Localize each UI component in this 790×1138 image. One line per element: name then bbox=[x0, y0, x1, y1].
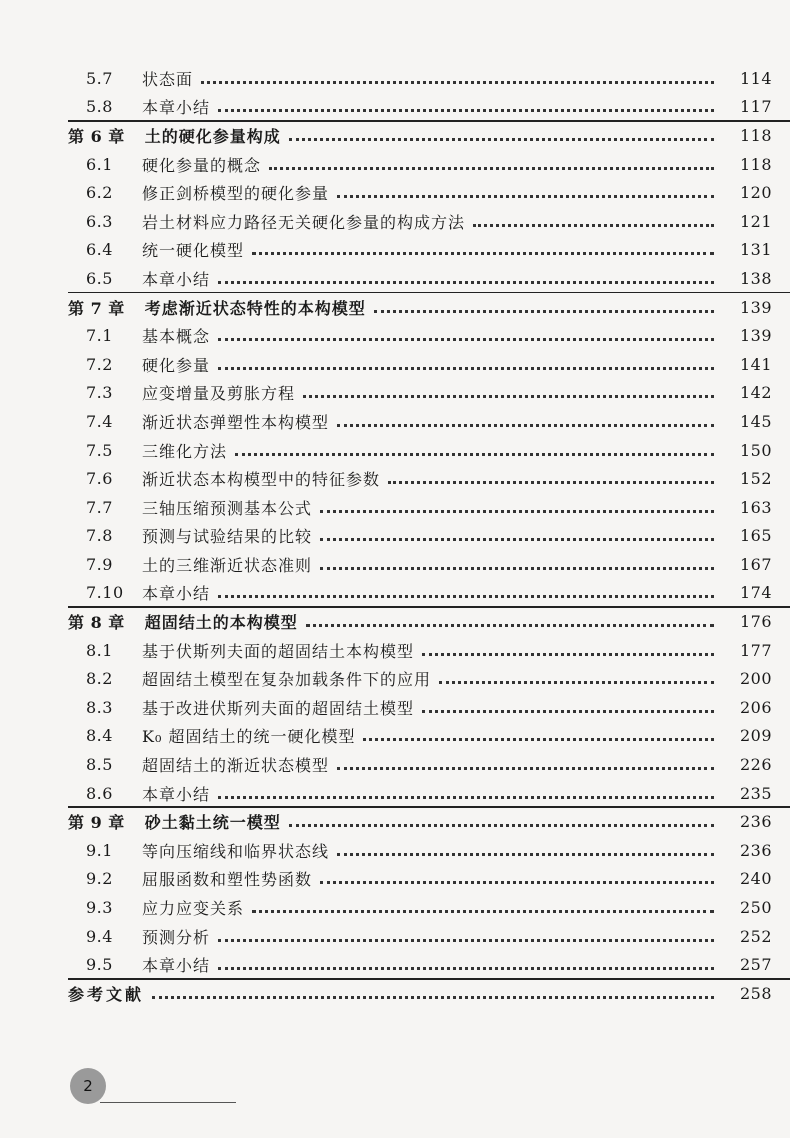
toc-entry-page: 139 bbox=[739, 297, 772, 317]
toc-leader-dots bbox=[363, 738, 714, 741]
toc-entry-title: 超固结土模型在复杂加载条件下的应用 bbox=[142, 670, 432, 690]
toc-section-row bbox=[0, 922, 790, 951]
toc-entry-page: 236 bbox=[739, 840, 772, 860]
toc-entry-page: 152 bbox=[739, 469, 772, 489]
toc-entry-number: 9.4 bbox=[86, 926, 113, 946]
toc-leader-dots bbox=[269, 167, 714, 170]
toc-section-row bbox=[0, 579, 790, 608]
toc-entry-number: 7.7 bbox=[86, 497, 113, 517]
toc-entry-title: 土的硬化参量构成 bbox=[144, 126, 281, 146]
toc-entry-page: 131 bbox=[739, 240, 772, 260]
toc-section-row bbox=[0, 836, 790, 865]
chapter-divider-line bbox=[68, 120, 790, 122]
toc-entry-title: 等向压缩线和临界状态线 bbox=[142, 841, 330, 861]
toc-entry-title: 状态面 bbox=[142, 69, 194, 89]
toc-section-row bbox=[0, 264, 790, 293]
toc-entry-page: 120 bbox=[739, 183, 772, 203]
toc-leader-dots bbox=[252, 910, 714, 913]
toc-leader-dots bbox=[422, 710, 714, 713]
toc-section-row bbox=[0, 150, 790, 179]
toc-entry-title: 超固结土的渐近状态模型 bbox=[142, 756, 330, 776]
toc-leader-dots bbox=[337, 195, 714, 198]
chapter-divider-line bbox=[68, 806, 790, 808]
toc-section-row bbox=[0, 550, 790, 579]
toc-entry-page: 257 bbox=[739, 955, 772, 975]
toc-entry-title: 本章小结 bbox=[142, 584, 211, 604]
toc-leader-dots bbox=[235, 453, 714, 456]
toc-section-row bbox=[0, 664, 790, 693]
toc-section-row bbox=[0, 93, 790, 122]
toc-section-row bbox=[0, 236, 790, 265]
toc-entry-title: 本章小结 bbox=[142, 784, 211, 804]
toc-entry-number: 8.1 bbox=[86, 640, 113, 660]
toc-entry-number: 7.6 bbox=[86, 469, 113, 489]
toc-leader-dots bbox=[374, 310, 714, 313]
toc-entry-number: 6.4 bbox=[86, 240, 113, 260]
toc-entry-title: 考虑渐近状态特性的本构模型 bbox=[144, 298, 366, 318]
page-number: 2 bbox=[70, 1068, 106, 1104]
toc-entry-number: 第 6 章 bbox=[68, 126, 125, 146]
toc-entry-page: 250 bbox=[739, 898, 772, 918]
toc-entry-number: 7.10 bbox=[86, 583, 124, 603]
toc-entry-title: 参考文献 bbox=[68, 984, 145, 1004]
toc-entry-title: 统一硬化模型 bbox=[142, 241, 245, 261]
toc-entry-page: 226 bbox=[739, 755, 772, 775]
toc-section-row bbox=[0, 750, 790, 779]
toc-entry-page: 118 bbox=[739, 125, 772, 145]
toc-section-row bbox=[0, 350, 790, 379]
toc-entry-page: 209 bbox=[739, 726, 772, 746]
toc-entry-page: 114 bbox=[739, 68, 772, 88]
toc-chapter-row bbox=[0, 293, 790, 322]
toc-leader-dots bbox=[218, 281, 714, 284]
toc-entry-number: 6.2 bbox=[86, 183, 113, 203]
toc-entry-page: 240 bbox=[739, 869, 772, 889]
toc-entry-title: 基本概念 bbox=[142, 327, 211, 347]
toc-entry-page: 252 bbox=[739, 926, 772, 946]
toc-section-row bbox=[0, 379, 790, 408]
toc-entry-number: 8.6 bbox=[86, 783, 113, 803]
toc-entry-title: 应力应变关系 bbox=[142, 899, 245, 919]
toc-leader-dots bbox=[320, 567, 714, 570]
toc-leader-dots bbox=[218, 967, 714, 970]
toc-entry-title: K₀ 超固结土的统一硬化模型 bbox=[142, 727, 356, 747]
toc-entry-title: 三维化方法 bbox=[142, 441, 228, 461]
toc-leader-dots bbox=[218, 109, 714, 112]
toc-section-row bbox=[0, 865, 790, 894]
toc-section-row bbox=[0, 64, 790, 93]
toc-entry-number: 8.2 bbox=[86, 669, 113, 689]
toc-entry-page: 167 bbox=[739, 554, 772, 574]
toc-entry-title: 基于改进伏斯列夫面的超固结土模型 bbox=[142, 698, 415, 718]
toc-entry-number: 第 9 章 bbox=[68, 813, 125, 833]
toc-entry-title: 本章小结 bbox=[142, 98, 211, 118]
toc-entry-title: 岩土材料应力路径无关硬化参量的构成方法 bbox=[142, 212, 466, 232]
toc-leader-dots bbox=[337, 853, 714, 856]
toc-entry-number: 6.3 bbox=[86, 211, 113, 231]
toc-leader-dots bbox=[218, 338, 714, 341]
toc-leader-dots bbox=[320, 510, 714, 513]
toc-entry-title: 土的三维渐近状态准则 bbox=[142, 555, 313, 575]
footer-rule bbox=[100, 1102, 236, 1103]
toc-leader-dots bbox=[337, 767, 714, 770]
toc-entry-page: 141 bbox=[739, 354, 772, 374]
toc-section-row bbox=[0, 407, 790, 436]
toc-entry-page: 138 bbox=[739, 268, 772, 288]
toc-entry-number: 7.5 bbox=[86, 440, 113, 460]
toc-leader-dots bbox=[218, 367, 714, 370]
toc-entry-title: 砂土黏土统一模型 bbox=[144, 813, 281, 833]
toc-leader-dots bbox=[218, 595, 714, 598]
toc-entry-title: 硬化参量 bbox=[142, 355, 211, 375]
toc-entry-title: 预测与试验结果的比较 bbox=[142, 527, 313, 547]
toc-entry-number: 7.1 bbox=[86, 326, 113, 346]
toc-chapter-row bbox=[0, 121, 790, 150]
table-of-contents bbox=[0, 64, 790, 1008]
toc-entry-number: 7.4 bbox=[86, 411, 113, 431]
toc-section-row bbox=[0, 207, 790, 236]
toc-entry-number: 7.9 bbox=[86, 554, 113, 574]
toc-section-row bbox=[0, 779, 790, 808]
toc-leader-dots bbox=[320, 881, 714, 884]
toc-section-row bbox=[0, 693, 790, 722]
toc-entry-title: 基于伏斯列夫面的超固结土本构模型 bbox=[142, 641, 415, 661]
chapter-divider-line bbox=[68, 292, 790, 294]
toc-entry-number: 第 8 章 bbox=[68, 613, 125, 633]
toc-entry-number: 5.8 bbox=[86, 97, 113, 117]
toc-entry-title: 超固结土的本构模型 bbox=[144, 613, 298, 633]
toc-section-row bbox=[0, 436, 790, 465]
toc-entry-title: 渐近状态本构模型中的特征参数 bbox=[142, 470, 381, 490]
toc-entry-number: 6.1 bbox=[86, 154, 113, 174]
toc-leader-dots bbox=[218, 796, 714, 799]
toc-section-row bbox=[0, 636, 790, 665]
toc-entry-page: 121 bbox=[739, 211, 772, 231]
toc-entry-title: 渐近状态弹塑性本构模型 bbox=[142, 412, 330, 432]
toc-entry-page: 258 bbox=[739, 983, 772, 1003]
chapter-divider-line bbox=[68, 978, 790, 980]
toc-leader-dots bbox=[306, 624, 714, 627]
toc-entry-page: 177 bbox=[739, 640, 772, 660]
toc-entry-title: 应变增量及剪胀方程 bbox=[142, 384, 296, 404]
toc-entry-page: 200 bbox=[739, 669, 772, 689]
toc-section-row bbox=[0, 522, 790, 551]
toc-section-row bbox=[0, 893, 790, 922]
toc-entry-page: 142 bbox=[739, 383, 772, 403]
toc-section-row bbox=[0, 321, 790, 350]
toc-section-row bbox=[0, 464, 790, 493]
toc-entry-page: 235 bbox=[739, 783, 772, 803]
toc-entry-number: 5.7 bbox=[86, 68, 113, 88]
toc-reference-row bbox=[0, 979, 790, 1008]
toc-leader-dots bbox=[152, 996, 714, 999]
toc-leader-dots bbox=[252, 252, 714, 255]
toc-leader-dots bbox=[320, 538, 714, 541]
toc-section-row bbox=[0, 178, 790, 207]
toc-chapter-row bbox=[0, 607, 790, 636]
toc-entry-number: 8.5 bbox=[86, 755, 113, 775]
toc-entry-title: 预测分析 bbox=[142, 927, 211, 947]
toc-entry-page: 117 bbox=[739, 97, 772, 117]
toc-section-row bbox=[0, 493, 790, 522]
toc-entry-number: 7.2 bbox=[86, 354, 113, 374]
toc-leader-dots bbox=[337, 424, 714, 427]
toc-leader-dots bbox=[201, 81, 714, 84]
toc-entry-title: 三轴压缩预测基本公式 bbox=[142, 498, 313, 518]
toc-leader-dots bbox=[388, 481, 714, 484]
toc-entry-number: 9.2 bbox=[86, 869, 113, 889]
toc-entry-page: 118 bbox=[739, 154, 772, 174]
toc-entry-title: 修正剑桥模型的硬化参量 bbox=[142, 184, 330, 204]
page-number-footer bbox=[70, 1058, 240, 1106]
toc-chapter-row bbox=[0, 807, 790, 836]
toc-entry-page: 150 bbox=[739, 440, 772, 460]
toc-entry-title: 本章小结 bbox=[142, 956, 211, 976]
toc-leader-dots bbox=[303, 395, 714, 398]
toc-leader-dots bbox=[439, 681, 714, 684]
toc-entry-page: 176 bbox=[739, 612, 772, 632]
toc-entry-page: 139 bbox=[739, 326, 772, 346]
toc-entry-number: 9.3 bbox=[86, 898, 113, 918]
toc-leader-dots bbox=[473, 224, 714, 227]
toc-entry-page: 206 bbox=[739, 697, 772, 717]
toc-entry-number: 8.4 bbox=[86, 726, 113, 746]
toc-leader-dots bbox=[289, 138, 714, 141]
toc-entry-page: 165 bbox=[739, 526, 772, 546]
toc-entry-number: 9.1 bbox=[86, 840, 113, 860]
toc-section-row bbox=[0, 950, 790, 979]
toc-entry-title: 硬化参量的概念 bbox=[142, 155, 262, 175]
toc-section-row bbox=[0, 722, 790, 751]
toc-entry-number: 7.8 bbox=[86, 526, 113, 546]
toc-entry-number: 第 7 章 bbox=[68, 298, 125, 318]
toc-entry-number: 7.3 bbox=[86, 383, 113, 403]
chapter-divider-line bbox=[68, 606, 790, 608]
toc-leader-dots bbox=[422, 653, 714, 656]
toc-leader-dots bbox=[218, 939, 714, 942]
toc-entry-title: 本章小结 bbox=[142, 269, 211, 289]
toc-entry-page: 174 bbox=[739, 583, 772, 603]
toc-entry-number: 6.5 bbox=[86, 268, 113, 288]
toc-entry-page: 163 bbox=[739, 497, 772, 517]
toc-leader-dots bbox=[289, 824, 714, 827]
toc-entry-number: 8.3 bbox=[86, 697, 113, 717]
toc-entry-page: 145 bbox=[739, 411, 772, 431]
toc-entry-page: 236 bbox=[739, 812, 772, 832]
toc-entry-number: 9.5 bbox=[86, 955, 113, 975]
toc-entry-title: 屈服函数和塑性势函数 bbox=[142, 870, 313, 890]
